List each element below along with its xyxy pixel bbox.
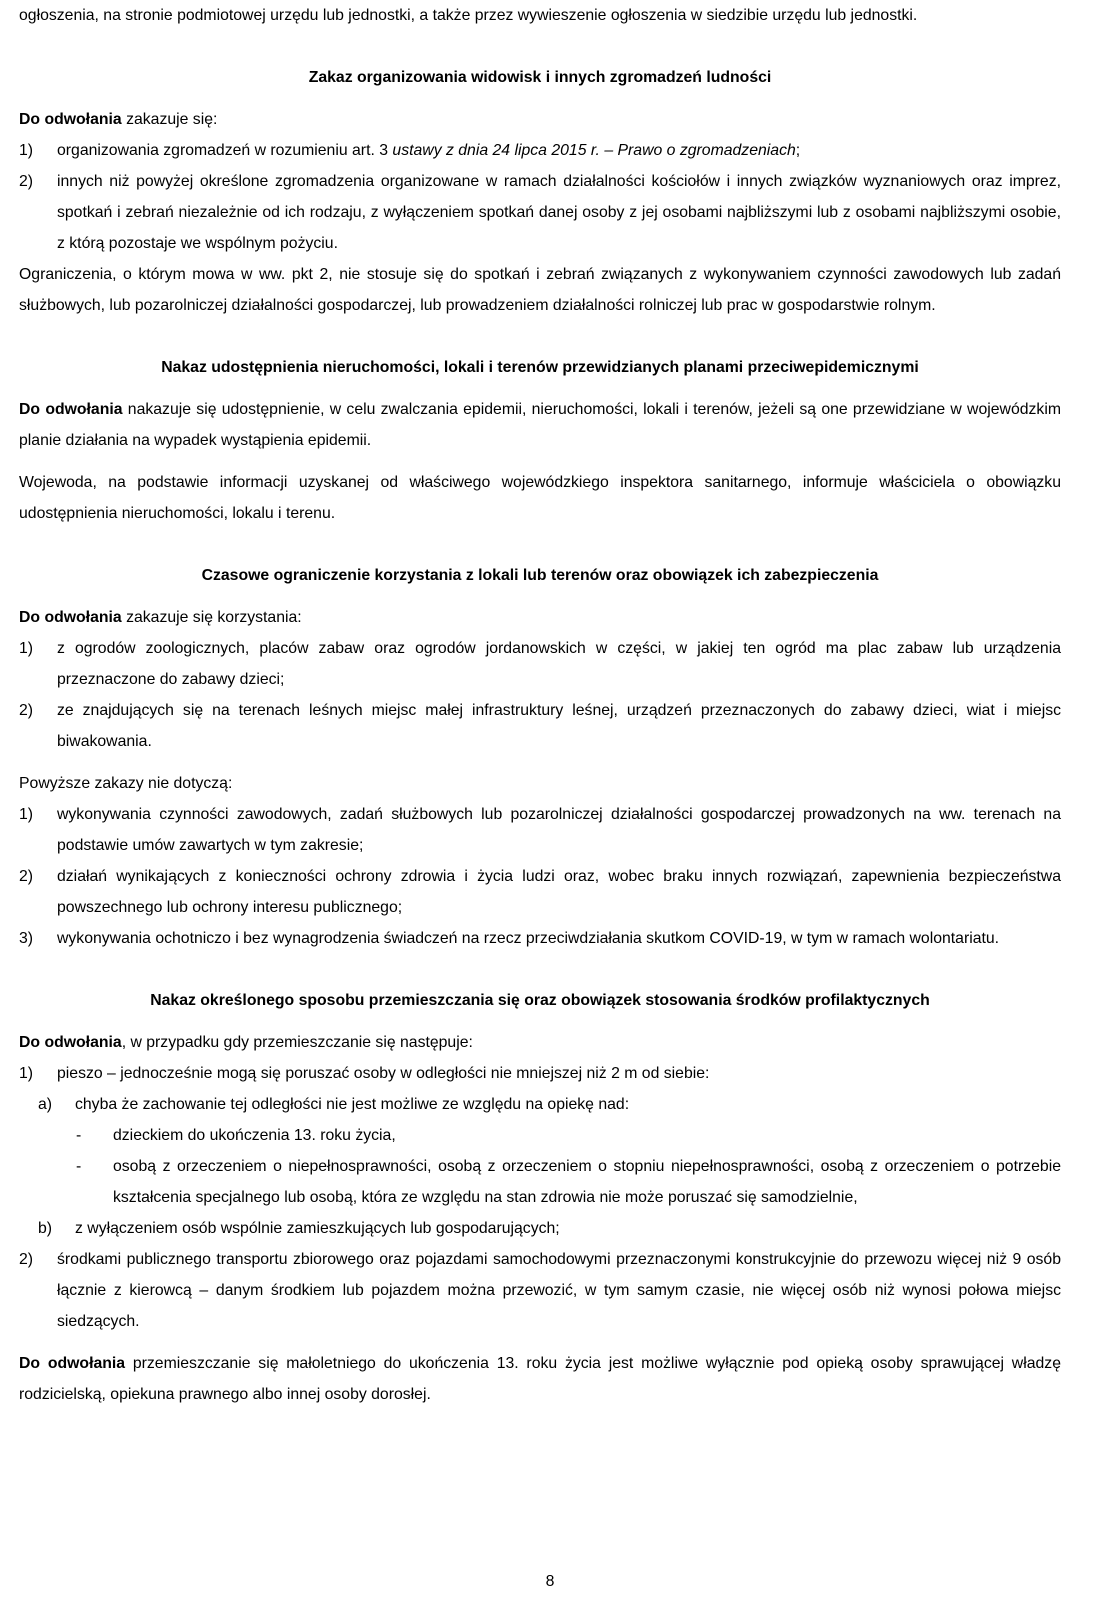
lead-bold: Do odwołania: [19, 1034, 122, 1051]
dash-list-item: [19, 1120, 1061, 1151]
item-text: pieszo – jednocześnie mogą się poruszać osoby w odległości nie mniejszej niż 2 m od siebie:: [57, 1065, 710, 1082]
list-item: [19, 923, 1061, 954]
section-lead: [19, 1027, 1061, 1058]
section-paragraph: Wojewoda, na podstawie informacji uzyskanej od właściwego wojewódzkiego inspektora sanitarnego, informuje właściciela o obowiązku udostępnienia nieruchomości, lokalu i terenu.: [19, 474, 1061, 522]
item-text: wykonywania ochotniczo i bez wynagrodzenia świadczeń na rzecz przeciwdziałania skutkom COVID-19, w tym w ramach wolontariatu.: [57, 930, 1000, 947]
page-number: 8: [545, 1573, 555, 1590]
section-heading-gatherings: Zakaz organizowania widowisk i innych zgromadzeń ludności: [308, 69, 772, 86]
lead-text: zakazuje się:: [121, 111, 218, 128]
item-text: działań wynikających z konieczności ochrony zdrowia i życia ludzi oraz, wobec braku innych rozwiązań, zapewnienia bezpieczeństwa powszechnego lub ochrony interesu publicznego;: [57, 868, 1061, 916]
sub-list-item: [19, 1213, 1061, 1244]
item-text: wykonywania czynności zawodowych, zadań służbowych lub pozarolniczej działalności gospodarczej prowadzonych na ww. terenach na podstawie umów zawartych w tym zakresie;: [57, 806, 1061, 854]
lead-bold: Do odwołania: [19, 1355, 126, 1372]
item-number: 2): [19, 173, 34, 190]
dash-marker: -: [76, 1127, 82, 1144]
sub-item-text: z wyłączeniem osób wspólnie zamieszkujących lub gospodarujących;: [75, 1220, 560, 1237]
dash-marker: -: [76, 1158, 82, 1175]
item-number: 1): [19, 640, 34, 657]
list-item: [19, 166, 1061, 259]
list-item: [19, 695, 1061, 757]
item-number: 1): [19, 1065, 34, 1082]
section-lead: [19, 104, 1061, 135]
sub-list-item: [19, 1089, 1061, 1120]
list-item: [19, 135, 1061, 166]
section-heading-premises: Czasowe ograniczenie korzystania z lokali lub terenów oraz obowiązek ich zabezpieczenia: [201, 567, 879, 584]
item-text-pre: organizowania zgromadzeń w rozumieniu art. 3: [57, 142, 393, 159]
item-number: 2): [19, 1251, 34, 1268]
sub-item-letter: a): [38, 1096, 53, 1113]
intro-paragraph: ogłoszenia, na stronie podmiotowej urzędu lub jednostki, a także przez wywieszenie ogłoszenia w siedzibie urzędu lub jednostki.: [19, 7, 918, 24]
final-paragraph: [19, 1348, 1061, 1410]
dash-list-item: [19, 1151, 1061, 1213]
lead-bold: Do odwołania: [19, 401, 123, 418]
item-text: środkami publicznego transportu zbiorowego oraz pojazdami samochodowymi przeznaczonymi konstrukcyjnie do przewozu więcej niż 9 osób łącznie z kierowcą – danym środkiem lub pojazdem można przewozić, w tym samym czasie, nie więcej osób niż wynosi połowa miejsc siedzących.: [57, 1251, 1061, 1330]
lead-text: , w przypadku gdy przemieszczanie się następuje:: [121, 1034, 473, 1051]
section-heading-movement: Nakaz określonego sposobu przemieszczania się oraz obowiązek stosowania środków profilaktycznych: [150, 992, 930, 1009]
list-item: [19, 1058, 1061, 1089]
dash-item-text: osobą z orzeczeniem o niepełnosprawności, osobą z orzeczeniem o stopniu niepełnosprawności, osobą z orzeczeniem o potrzebie kształcenia specjalnego lub osobą, która ze względu na stan zdrowia nie może poruszać się samodzielnie,: [113, 1158, 1061, 1206]
exceptions-lead: Powyższe zakazy nie dotyczą:: [19, 775, 233, 792]
item-text: innych niż powyżej określone zgromadzenia organizowane w ramach działalności kościołów i innych związków wyznaniowych oraz imprez, spotkań i zebrań niezależnie od ich rodzaju, z wyłączeniem spotkań danej osoby z jej osobami najbliższymi lub z osobami najbliższymi osobie, z którą pozostaje we wspólnym pożyciu.: [57, 173, 1061, 252]
item-number: 1): [19, 806, 34, 823]
section-heading-property: Nakaz udostępnienia nieruchomości, lokali i terenów przewidzianych planami przeciwepidemicznymi: [161, 359, 919, 376]
list-item: [19, 633, 1061, 695]
list-item: [19, 861, 1061, 923]
section-lead: [19, 394, 1061, 456]
dash-item-text: dzieckiem do ukończenia 13. roku życia,: [113, 1127, 396, 1144]
item-number: 3): [19, 930, 34, 947]
lead-bold: Do odwołania: [19, 111, 122, 128]
lead-text: przemieszczanie się małoletniego do ukończenia 13. roku życia jest możliwe wyłącznie pod opieką osoby sprawującej władzę rodzicielską, opiekuna prawnego albo innej osoby dorosłej.: [19, 1355, 1061, 1403]
lead-text: nakazuje się udostępnienie, w celu zwalczania epidemii, nieruchomości, lokali i terenów, jeżeli są one przewidziane w wojewódzkim planie działania na wypadek wystąpienia epidemii.: [19, 401, 1061, 449]
item-text-post: ;: [795, 142, 801, 159]
item-number: 2): [19, 868, 34, 885]
section-lead: [19, 602, 1061, 633]
lead-text: zakazuje się korzystania:: [121, 609, 302, 626]
list-item: [19, 799, 1061, 861]
item-text: z ogrodów zoologicznych, placów zabaw oraz ogrodów jordanowskich w części, w jakiej ten ogród ma plac zabaw lub urządzenia przeznaczone do zabawy dzieci;: [57, 640, 1061, 688]
sub-item-text: chyba że zachowanie tej odległości nie jest możliwe ze względu na opiekę nad:: [75, 1096, 630, 1113]
item-number: 1): [19, 142, 34, 159]
item-text-italic: ustawy z dnia 24 lipca 2015 r. – Prawo o zgromadzeniach: [392, 142, 796, 159]
item-number: 2): [19, 702, 34, 719]
lead-bold: Do odwołania: [19, 609, 122, 626]
sub-item-letter: b): [38, 1220, 53, 1237]
list-item: [19, 1244, 1061, 1337]
item-text: ze znajdujących się na terenach leśnych miejsc małej infrastruktury leśnej, urządzeń przeznaczonych do zabawy dzieci, wiat i miejsc biwakowania.: [57, 702, 1061, 750]
section-note: Ograniczenia, o którym mowa w ww. pkt 2, nie stosuje się do spotkań i zebrań związanych z wykonywaniem czynności zawodowych lub zadań służbowych, lub pozarolniczej działalności gospodarczej, lub prowadzeniem działalności rolniczej lub prac w gospodarstwie rolnym.: [19, 266, 1061, 314]
